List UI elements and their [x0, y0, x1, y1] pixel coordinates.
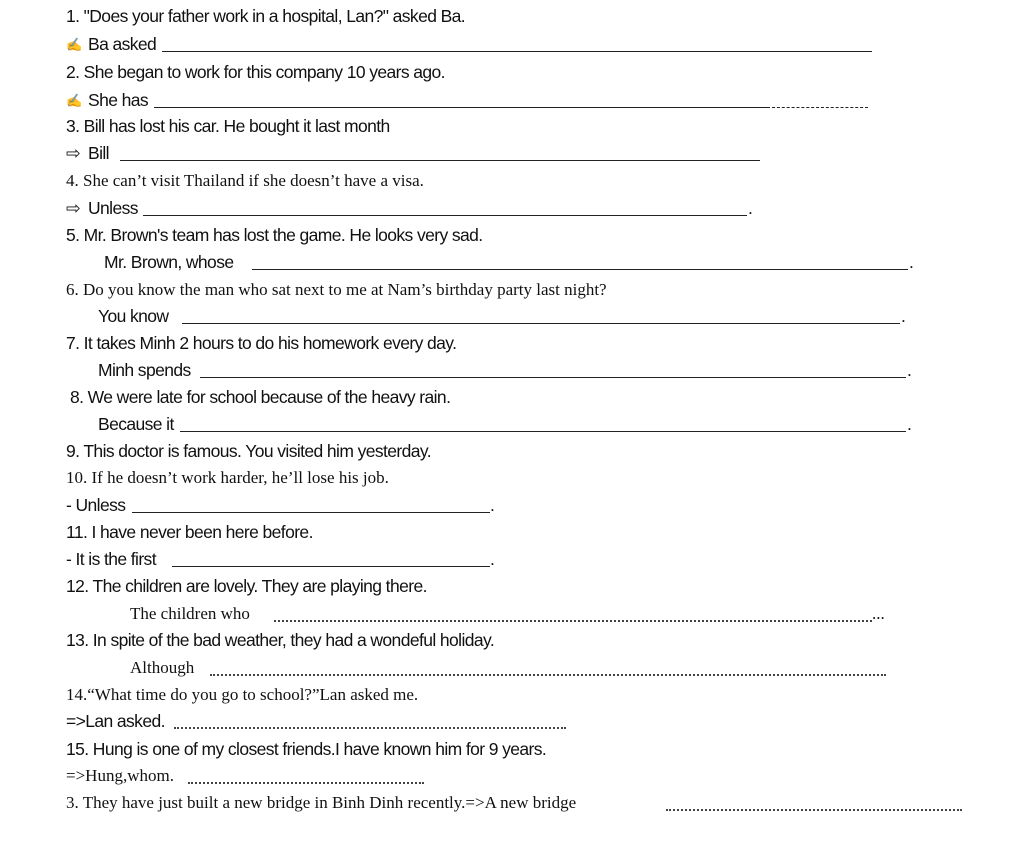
question-text: 9. This doctor is famous. You visited him yesterday.	[66, 441, 432, 461]
question-text: 7. It takes Minh 2 hours to do his homework every day.	[66, 333, 457, 353]
question-text: 12. The children are lovely. They are playing there.	[66, 576, 427, 596]
answer-10	[0, 491, 1024, 518]
question-14	[0, 681, 1024, 708]
question-1	[0, 2, 1024, 29]
answer-prompt: Unless	[88, 198, 138, 218]
answer-13	[0, 654, 1024, 681]
answer-blank[interactable]	[172, 566, 490, 567]
question-text: 15. Hung is one of my closest friends.I have known him for 9 years.	[66, 739, 547, 759]
question-text: 6. Do you know the man who sat next to me at Nam’s birthday party last night?	[66, 280, 607, 299]
question-text: 4. She can’t visit Thailand if she doesn’t have a visa.	[66, 171, 424, 190]
question-12	[0, 572, 1024, 599]
question-4	[0, 167, 1024, 194]
question-3	[0, 112, 1024, 139]
answer-prompt: Minh spends	[98, 360, 191, 380]
answer-blank[interactable]	[252, 269, 908, 270]
end-period: .	[907, 360, 912, 380]
question-2	[0, 58, 1024, 85]
answer-blank[interactable]	[180, 431, 906, 432]
end-period: .	[909, 252, 914, 272]
end-period: .	[490, 495, 495, 515]
answer-14	[0, 707, 1024, 734]
answer-prompt: - Unless	[66, 495, 126, 515]
answer-blank[interactable]	[143, 215, 747, 216]
question-text: 2. She began to work for this company 10 years ago.	[66, 62, 445, 82]
answer-prompt: Because it	[98, 414, 174, 434]
answer-3	[0, 139, 1024, 166]
question-5	[0, 221, 1024, 248]
answer-blank[interactable]	[120, 160, 760, 161]
answer-blank[interactable]	[182, 323, 900, 324]
arrow-right-icon: ⇨	[66, 143, 81, 163]
question-9	[0, 437, 1024, 464]
end-period: .	[490, 549, 495, 569]
question-8	[0, 383, 1024, 410]
end-period: .	[907, 414, 912, 434]
answer-7	[0, 356, 1024, 383]
question-text: 11. I have never been here before.	[66, 522, 313, 542]
end-period: .	[748, 198, 753, 218]
question-text: 13. In spite of the bad weather, they had a wondeful holiday.	[66, 630, 495, 650]
question-16	[0, 789, 1024, 816]
answer-11	[0, 545, 1024, 572]
answer-prompt: She has	[88, 90, 149, 110]
question-text: 3. They have just built a new bridge in Binh Dinh recently.=>A new bridge	[66, 793, 577, 812]
question-text: 8. We were late for school because of the heavy rain.	[70, 387, 451, 407]
answer-prompt: Although	[130, 658, 195, 677]
answer-5	[0, 248, 1024, 275]
answer-prompt: Bill	[88, 143, 109, 163]
answer-blank[interactable]	[200, 377, 906, 378]
answer-blank[interactable]	[174, 727, 566, 729]
answer-prompt: You know	[98, 306, 169, 326]
answer-prompt: =>Lan asked.	[66, 711, 165, 731]
answer-prompt: - It is the first	[66, 549, 156, 569]
question-13	[0, 626, 1024, 653]
question-10	[0, 464, 1024, 491]
pen-marker-icon: ✍	[66, 93, 82, 108]
answer-prompt: The children who	[130, 604, 250, 623]
answer-prompt: Ba asked	[88, 34, 157, 54]
question-11	[0, 518, 1024, 545]
answer-6	[0, 302, 1024, 329]
answer-prompt: Mr. Brown, whose	[104, 252, 234, 272]
question-text: 3. Bill has lost his car. He bought it last month	[66, 116, 390, 136]
answer-blank[interactable]	[132, 512, 490, 513]
answer-blank-dashed[interactable]	[772, 107, 868, 108]
answer-12	[0, 600, 1024, 627]
answer-prompt: =>Hung,whom.	[66, 766, 174, 785]
question-6	[0, 276, 1024, 303]
answer-blank[interactable]	[154, 107, 770, 108]
answer-1	[0, 30, 1024, 57]
answer-blank[interactable]	[274, 620, 872, 622]
answer-blank[interactable]	[666, 809, 962, 811]
pen-marker-icon: ✍	[66, 37, 82, 52]
answer-8	[0, 410, 1024, 437]
answer-blank[interactable]	[210, 674, 886, 676]
answer-blank[interactable]	[162, 51, 872, 52]
question-text: 14.“What time do you go to school?”Lan asked me.	[66, 685, 419, 704]
answer-blank[interactable]	[188, 782, 424, 784]
question-7	[0, 329, 1024, 356]
question-text: 5. Mr. Brown's team has lost the game. He looks very sad.	[66, 225, 483, 245]
question-text: 10. If he doesn’t work harder, he’ll lose his job.	[66, 468, 389, 487]
answer-2	[0, 86, 1024, 113]
question-text: 1. "Does your father work in a hospital, Lan?" asked Ba.	[66, 6, 466, 26]
answer-4	[0, 194, 1024, 221]
answer-15	[0, 762, 1024, 789]
end-period: .	[901, 306, 906, 326]
arrow-right-icon: ⇨	[66, 198, 81, 218]
question-15	[0, 735, 1024, 762]
end-dots: ...	[872, 604, 885, 623]
